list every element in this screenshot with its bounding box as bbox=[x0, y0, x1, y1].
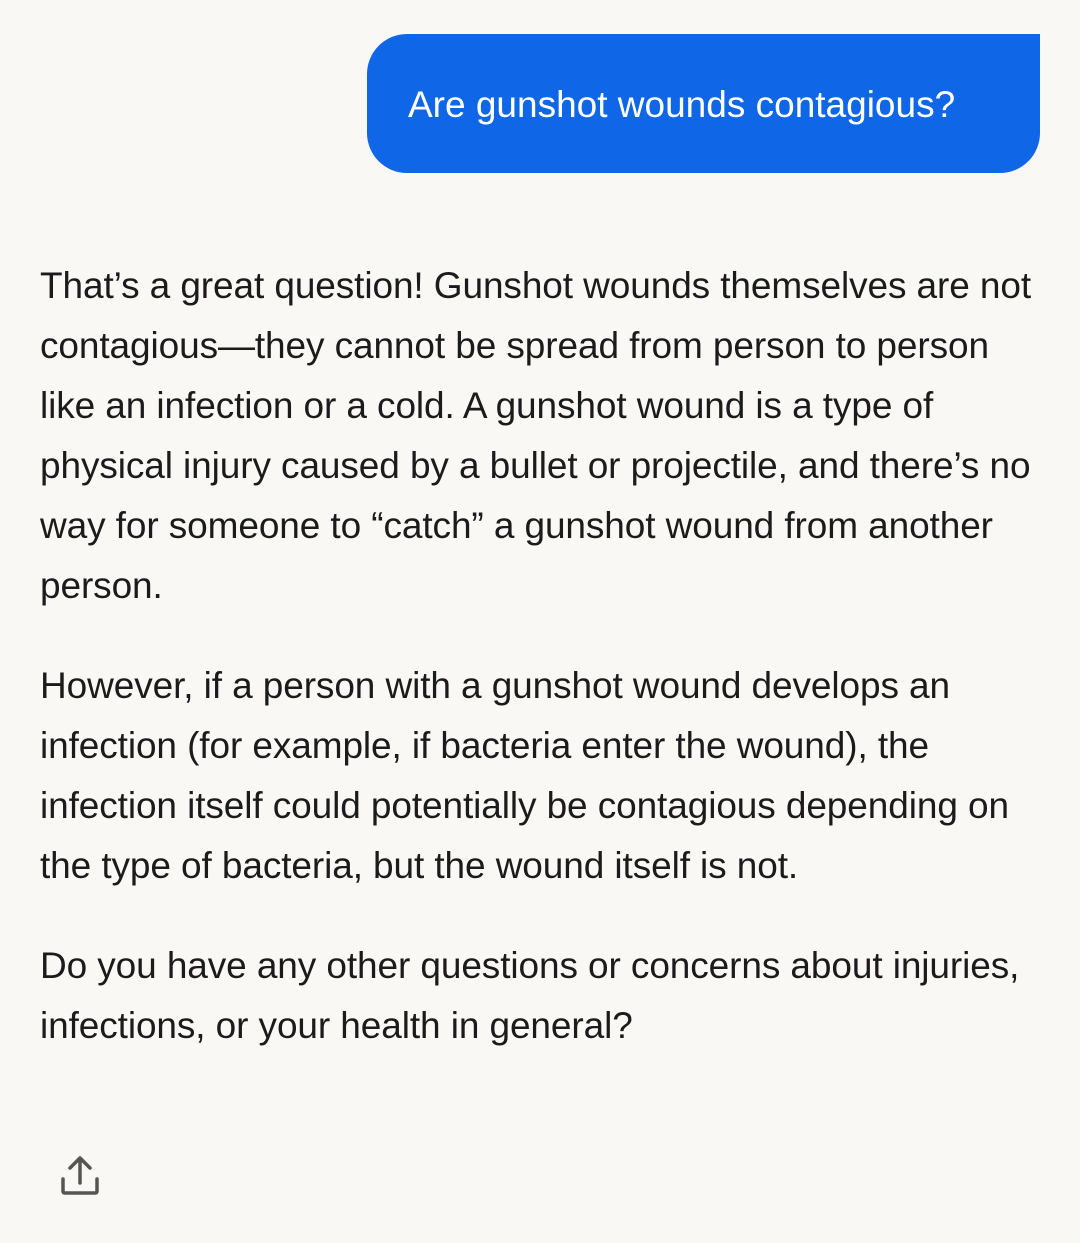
user-message-text: Are gunshot wounds contagious? bbox=[408, 84, 956, 125]
assistant-paragraph: However, if a person with a gunshot wound develops an infection (for example, if bacteria enter the wound), the infection itself could potentially be contagious depending on the type of bacteria, but the wound itself is not. bbox=[40, 665, 1009, 886]
assistant-paragraph: That’s a great question! Gunshot wounds themselves are not contagious—they cannot be spread from person to person like an infection or a cold. A gunshot wound is a type of physical injury caused by a bullet or projectile, and there’s no way for someone to “catch” a gunshot wound from another person. bbox=[40, 265, 1032, 606]
share-button[interactable] bbox=[58, 1153, 102, 1197]
assistant-paragraph: Do you have any other questions or concerns about injuries, infections, or your health in general? bbox=[40, 945, 1020, 1046]
share-upload-icon bbox=[58, 1153, 102, 1197]
user-message-bubble bbox=[367, 34, 1040, 173]
assistant-message bbox=[40, 256, 1050, 1096]
